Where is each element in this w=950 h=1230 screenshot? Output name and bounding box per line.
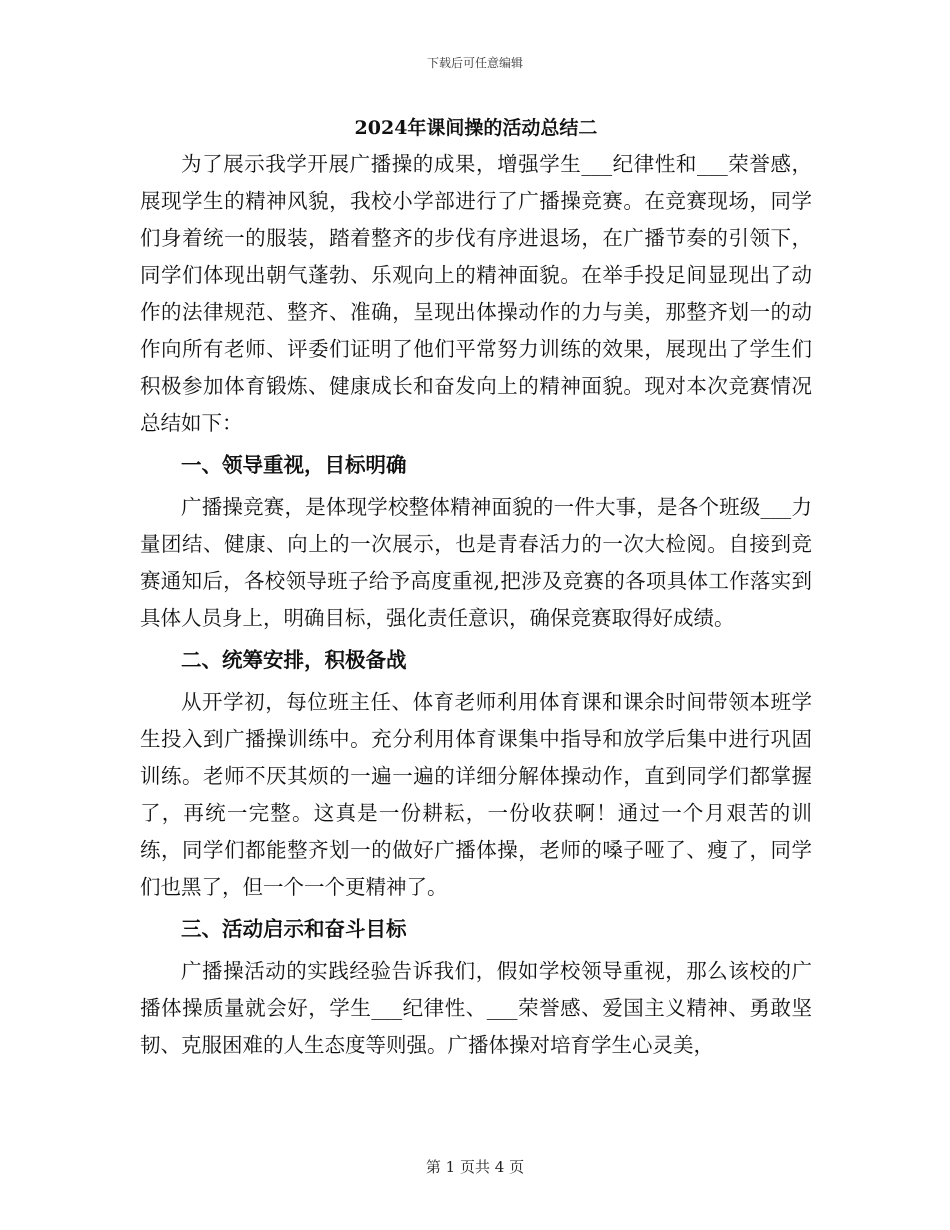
page-header: 下载后可任意编辑 [426,56,523,70]
intro-paragraph: 为了展示我学开展广播操的成果，增强学生___纪律性和___荣誉感，展现学生的精神风貌，我校小学部进行了广播操竞赛。在竞赛现场，同学们身着统一的服装，踏着整齐的步伐有序进退场，在广播节奏的引领下，同学们体现出朝气蓬勃、乐观向上的精神面貌。在举手投足间显现出了动作的法律规范、整齐、准确，呈现出体操动作的力与美，那整齐划一的动作向所有老师、评委们证明了他们平常努力训练的效果，展现出了学生们积极参加体育锻炼、健康成长和奋发向上的精神面貌。现对本次竞赛情况总结如下： [140,152,812,435]
section-heading-3: 三、活动启示和奋斗目标 [181,917,407,941]
section-body-2: 从开学初，每位班主任、体育老师利用体育课和课余时间带领本班学生投入到广播操训练中。充分利用体育课集中指导和放学后集中进行巩固训练。老师不厌其烦的一遍一遍的详细分解体操动作，直到同学们都掌握了，再统一完整。这真是一份耕耘，一份收获啊！通过一个月艰苦的训练，同学们都能整齐划一的做好广播体操，老师的嗓子哑了、瘦了，同学们也黑了，但一个一个更精神了。 [140,690,812,899]
document-title: 2024年课间操的活动总结二 [354,117,598,139]
section-body-1: 广播操竞赛，是体现学校整体精神面貌的一件大事，是各个班级___力量团结、健康、向上的一次展示，也是青春活力的一次大检阅。自接到竞赛通知后，各校领导班子给予高度重视,把涉及竞赛的各项具体工作落实到具体人员身上，明确目标，强化责任意识，确保竞赛取得好成绩。 [140,495,812,630]
section-heading-1: 一、领导重视，目标明确 [181,453,407,477]
document-body [140,112,812,1064]
page-footer: 第 1 页共 4 页 [425,1158,525,1176]
section-heading-2: 二、统筹安排，积极备战 [181,648,407,672]
section-body-3: 广播操活动的实践经验告诉我们，假如学校领导重视，那么该校的广播体操质量就会好，学生___纪律性、___荣誉感、爱国主义精神、勇敢坚韧、克服困难的人生态度等则强。广播体操对培育学生心灵美， [140,959,812,1057]
